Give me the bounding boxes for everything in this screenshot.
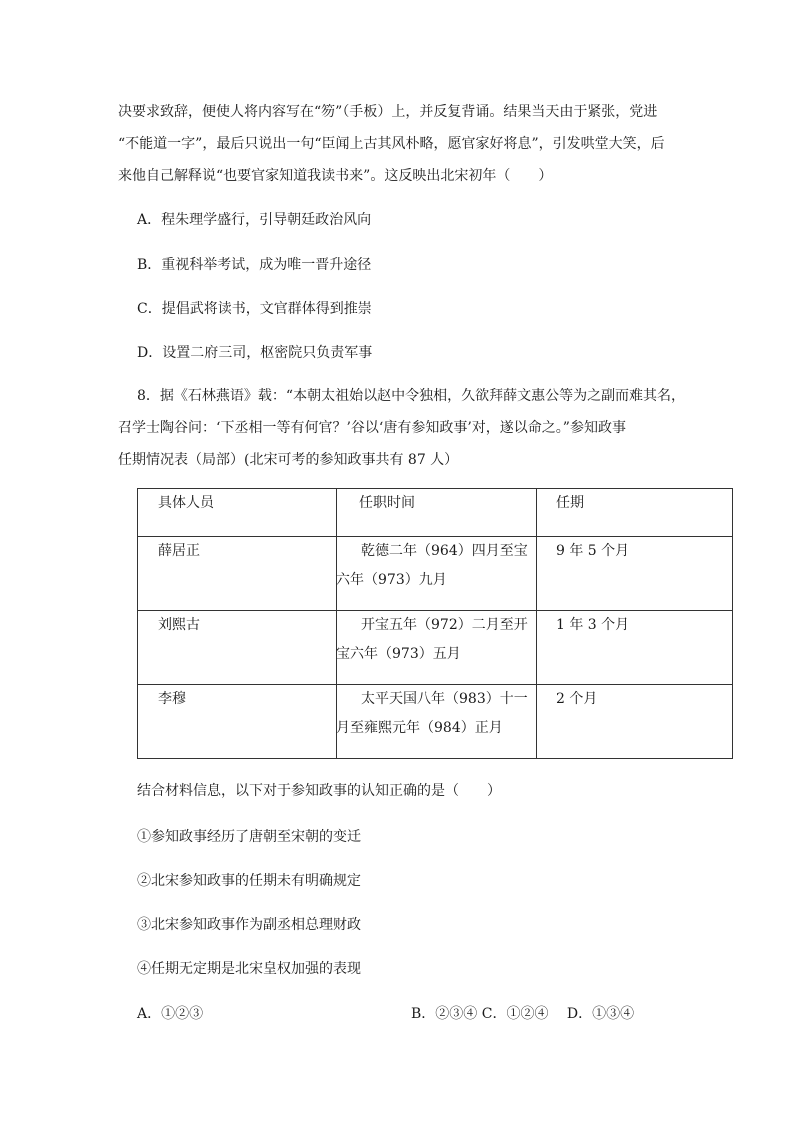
passage-line-3: 来他自己解释说“也要官家知道我读书来”。这反映出北宋初年（ ） (118, 168, 553, 184)
statement-2: ②北宋参知政事的任期未有明确规定 (137, 873, 361, 889)
passage-line-2: “不能道一字”，最后只说出一句“臣闻上古其风朴略，愿官家好将息”，引发哄堂大笑，后 (118, 136, 665, 152)
cell-time-line-2: 六年（973）九月 (336, 572, 447, 588)
q7-option-a: A．程朱理学盛行，引导朝廷政治风向 (137, 212, 372, 228)
q8-option-a: A．①②③ (137, 1006, 204, 1022)
statement-1: ①参知政事经历了唐朝至宋朝的变迁 (137, 829, 361, 845)
cell-person: 薛居正 (138, 537, 337, 611)
cell-person: 李穆 (138, 685, 337, 759)
cell-time (337, 685, 537, 759)
q7-option-c: C．提倡武将读书，文官群体得到推崇 (137, 301, 372, 317)
header-time: 任职时间 (337, 489, 537, 537)
cell-time (337, 537, 537, 611)
table-row (138, 611, 733, 685)
cell-time-line-1: 乾德二年（964）四月至宝 (361, 543, 528, 559)
q8-options-bcd: B．②③④ C．①②④ D．①③④ (411, 1006, 635, 1022)
cell-time-line-1: 开宝五年（972）二月至开 (361, 617, 528, 633)
q8-stem-line-3: 任期情况表（局部）(北宋可考的参知政事共有 87 人） (118, 452, 459, 468)
q7-option-b: B．重视科举考试，成为唯一晋升途径 (137, 257, 372, 273)
cell-time-line-2: 宝六年（973）五月 (336, 646, 461, 662)
table-row (138, 537, 733, 611)
header-person: 具体人员 (138, 489, 337, 537)
header-term: 任期 (537, 489, 733, 537)
q8-stem-line-1: 8．据《石林燕语》载：“本朝太祖始以赵中令独相，久欲拜薛文惠公等为之副而难其名， (137, 388, 686, 404)
cell-term: 2 个月 (537, 685, 733, 759)
cell-term: 9 年 5 个月 (537, 537, 733, 611)
table-row (138, 685, 733, 759)
cell-term: 1 年 3 个月 (537, 611, 733, 685)
q8-stem-line-2: 召学士陶谷问：‘下丞相一等有何官？’谷以‘唐有参知政事’对，遂以命之。”参知政事 (118, 420, 626, 436)
statement-4: ④任期无定期是北宋皇权加强的表现 (137, 961, 361, 977)
q7-option-d: D．设置二府三司，枢密院只负责军事 (137, 345, 373, 361)
table-header-row (138, 489, 733, 537)
statement-3: ③北宋参知政事作为副丞相总理财政 (137, 917, 361, 933)
cell-person: 刘熙古 (138, 611, 337, 685)
q8-question: 结合材料信息，以下对于参知政事的认知正确的是（ ） (137, 783, 501, 799)
cell-time (337, 611, 537, 685)
cell-time-line-2: 月至雍熙元年（984）正月 (336, 720, 503, 736)
passage-line-1: 决要求致辞，便使人将内容写在“笏”（手板）上，并反复背诵。结果当天由于紧张，党进 (118, 104, 658, 120)
cell-time-line-1: 太平天国八年（983）十一 (361, 691, 528, 707)
term-table (137, 488, 733, 759)
